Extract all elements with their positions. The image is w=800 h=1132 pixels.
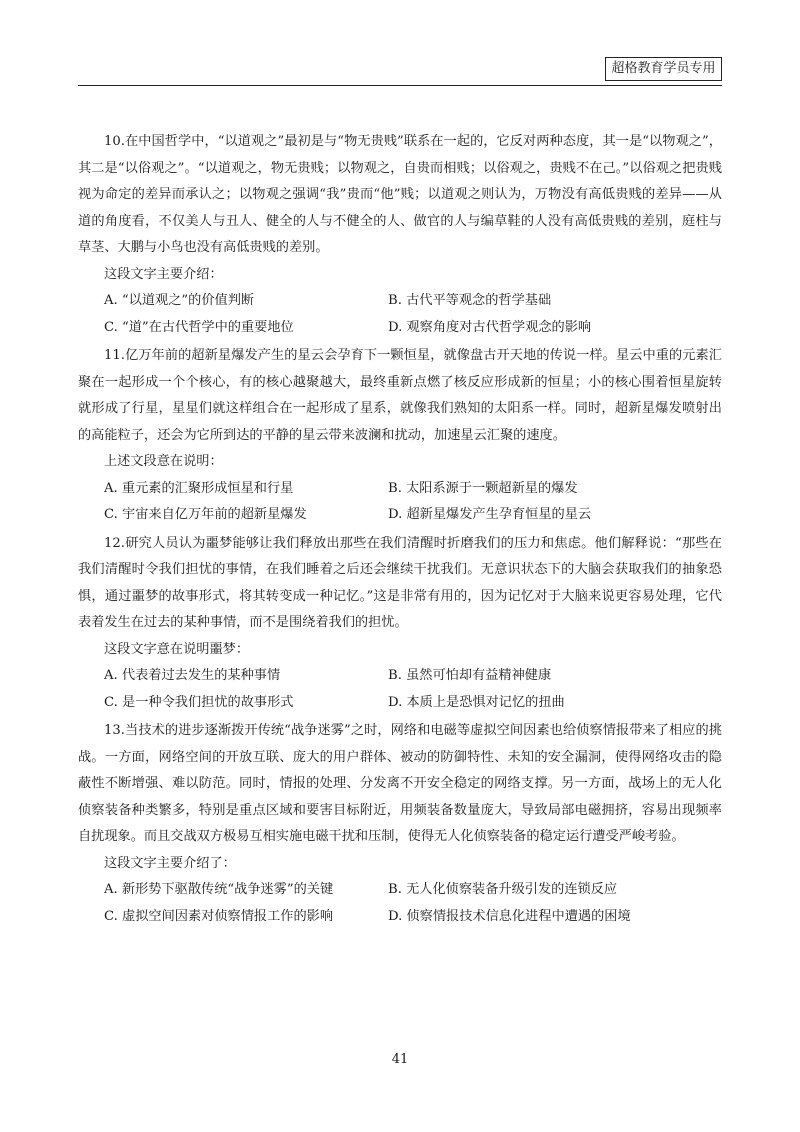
options-row xyxy=(78,288,722,315)
header-rule xyxy=(78,85,722,86)
question-passage xyxy=(78,129,722,262)
options-row xyxy=(78,904,722,931)
question-passage xyxy=(78,343,722,449)
option-c: C. 虚拟空间因素对侦察情报工作的影响 xyxy=(104,908,334,924)
question-prompt: 这段文字主要介绍： xyxy=(104,266,223,282)
question-prompt: 上述文段意在说明： xyxy=(104,454,223,469)
question-number: 12. xyxy=(104,535,125,551)
option-b: B. 虽然可怕却有益精神健康 xyxy=(388,668,552,683)
options-row xyxy=(78,663,722,690)
question-text: 在中国哲学中，“以道观之”最初是与“物无贵贱”联系在一起的，它反对两种态度，其一是“以物观之”，其二是“以俗观之”。“以道观之，物无贵贱；以物观之，自贵而相贱；以俗观之，贵贱不在己。”以俗观之把贵贱视为命定的差异而承认之；以物观之强调“我”贵而“他”贱；以道观之则认为，万物没有高低贵贱的差异——从道的角度看，不仅美人与丑人、健全的人与不健全的人、做官的人与编草鞋的人没有高低贵贱的差别，庭柱与草茎、大鹏与小鸟也没有高低贵贱的差别。 xyxy=(78,134,722,255)
option-c: C. 是一种令我们担忧的故事形式 xyxy=(104,694,294,710)
question-text: 亿万年前的超新星爆发产生的星云会孕育下一颗恒星，就像盘古开天地的传说一样。星云中重的元素汇聚在一起形成一个个核心，有的核心越聚越大，最终重新点燃了核反应形成新的恒星；小的核心围着恒星旋转就形成了行星，星星们就这样组合在一起形成了星系，就像我们熟知的太阳系一样。同时，超新星爆发喷射出的高能粒子，还会为它所到达的平静的星云带来波澜和扰动，加速星云汇聚的速度。 xyxy=(78,348,722,443)
option-b: B. 无人化侦察装备升级引发的连锁反应 xyxy=(388,882,618,897)
question-prompt: 这段文字意在说明噩梦： xyxy=(104,641,250,657)
question-passage xyxy=(78,718,722,851)
options-row xyxy=(78,690,722,717)
options-row xyxy=(78,877,722,904)
option-a: A. 新形势下驱散传统“战争迷雾”的关键 xyxy=(104,882,334,897)
question-passage xyxy=(78,531,722,637)
options-row xyxy=(78,476,722,503)
question-10 xyxy=(78,129,722,341)
option-a: A. 重元素的汇聚形成恒星和行星 xyxy=(104,480,294,496)
question-number: 11. xyxy=(104,348,125,363)
question-13 xyxy=(78,718,722,930)
page-content xyxy=(78,129,722,930)
question-11 xyxy=(78,343,722,529)
option-a: A. 代表着过去发生的某种事情 xyxy=(104,668,281,683)
option-b: B. 太阳系源于一颗超新星的爆发 xyxy=(388,480,578,496)
question-text: 当技术的进步逐渐拨开传统“战争迷雾”之时，网络和电磁等虚拟空间因素也给侦察情报带来了相应的挑战。一方面，网络空间的开放互联、庞大的用户群体、被动的防御特性、未知的安全漏洞，使得网络攻击的隐蔽性不断增强、难以防范。同时，情报的处理、分发离不开安全稳定的网络支撑。另一方面，战场上的无人化侦察装备种类繁多，特别是重点区域和要害目标附近，用频装备数量庞大，导致局部电磁拥挤，容易出现频率自扰现象。而且交战双方极易互相实施电磁干扰和压制，使得无人化侦察装备的稳定运行遭受严峻考验。 xyxy=(78,723,722,844)
question-number: 13. xyxy=(104,723,125,738)
question-prompt: 这段文字主要介绍了： xyxy=(104,855,236,871)
page-number: 41 xyxy=(391,1052,409,1067)
header-badge: 超格教育学员专用 xyxy=(605,57,722,81)
question-number: 10. xyxy=(104,134,125,149)
option-d: D. 观察角度对古代哲学观念的影响 xyxy=(388,319,592,335)
option-b: B. 古代平等观念的哲学基础 xyxy=(388,293,552,308)
options-row xyxy=(78,315,722,342)
options-row xyxy=(78,502,722,529)
question-12 xyxy=(78,531,722,717)
option-d: D. 侦察情报技术信息化进程中遭遇的困境 xyxy=(388,908,631,924)
option-a: A. “以道观之”的价值判断 xyxy=(104,293,255,308)
question-text: 研究人员认为噩梦能够让我们释放出那些在我们清醒时折磨我们的压力和焦虑。他们解释说：“那些在我们清醒时令我们担忧的事情，在我们睡着之后还会继续干扰我们。无意识状态下的大脑会获取我们的抽象恐惧，通过噩梦的故事形式，将其转变成一种记忆。”这是非常有用的，因为记忆对于大脑来说更容易处理，它代表着发生在过去的某种事情，而不是围绕着我们的担忧。 xyxy=(78,535,722,630)
option-d: D. 本质上是恐惧对记忆的扭曲 xyxy=(388,694,565,710)
option-c: C. 宇宙来自亿万年前的超新星爆发 xyxy=(104,507,307,522)
option-d: D. 超新星爆发产生孕育恒星的星云 xyxy=(388,507,592,522)
option-c: C. “道”在古代哲学中的重要地位 xyxy=(104,319,294,335)
